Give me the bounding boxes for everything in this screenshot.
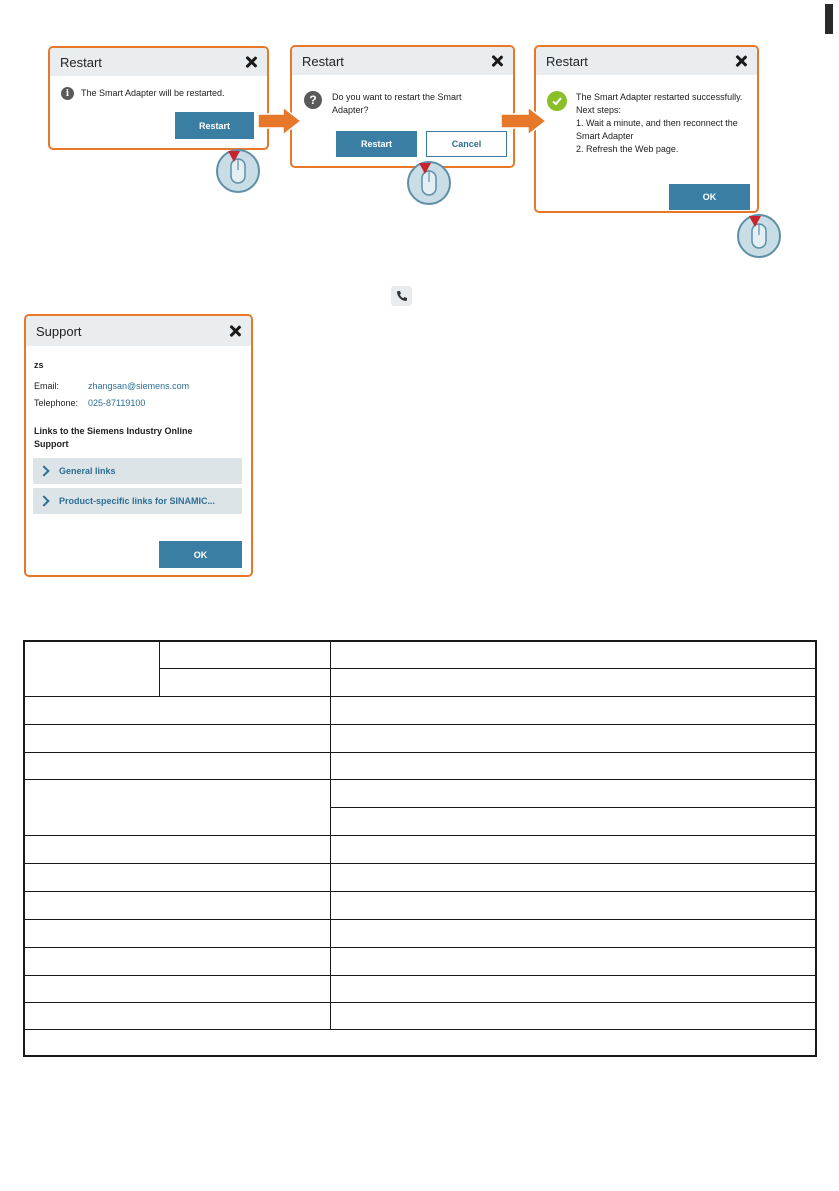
- close-icon[interactable]: [245, 56, 257, 68]
- mouse-click-icon: [213, 148, 263, 194]
- mouse-click-icon: [404, 160, 454, 206]
- chevron-right-icon: [38, 495, 49, 506]
- restart-dialog-1: [48, 46, 269, 150]
- link-label: General links: [59, 466, 116, 476]
- product-links-item[interactable]: [33, 488, 242, 514]
- close-icon[interactable]: [735, 55, 747, 67]
- checkmark-icon: [547, 91, 567, 111]
- dialog-title: Support: [36, 323, 82, 339]
- general-links-item[interactable]: [33, 458, 242, 484]
- ok-button[interactable]: OK: [669, 184, 750, 210]
- dialog-header: [292, 47, 513, 75]
- email-link[interactable]: zhangsan@siemens.com: [88, 381, 190, 391]
- chevron-right-icon: [38, 465, 49, 476]
- table-row-divider: [25, 975, 815, 976]
- table-row-divider: [25, 1029, 815, 1030]
- phone-link[interactable]: 025-87119100: [88, 398, 146, 408]
- question-icon: ?: [304, 91, 322, 109]
- table-row-divider: [160, 668, 815, 669]
- restart-dialog-2: [290, 45, 515, 168]
- table-row-divider: [25, 724, 815, 725]
- dialog-header: [50, 48, 267, 76]
- message-line: 2. Refresh the Web page.: [576, 144, 679, 154]
- support-dialog: [24, 314, 253, 577]
- table-col-divider: [330, 642, 331, 1030]
- ok-button[interactable]: OK: [159, 541, 242, 568]
- dialog-header: [536, 47, 757, 75]
- table-row-divider: [25, 919, 815, 920]
- dialog-title: Restart: [60, 54, 102, 70]
- dialog-header: [26, 316, 251, 346]
- message-line: Next steps:: [576, 105, 622, 115]
- restart-button[interactable]: Restart: [175, 112, 254, 139]
- links-heading: Links to the Siemens Industry Online Support: [34, 426, 193, 449]
- table-row-divider: [25, 863, 815, 864]
- table-row-divider: [25, 696, 815, 697]
- dialog-message: Do you want to restart the Smart Adapter?: [332, 92, 462, 115]
- arrow-right-icon: [500, 106, 548, 136]
- empty-table: [23, 640, 817, 1057]
- table-row-divider: [25, 835, 815, 836]
- cancel-button[interactable]: Cancel: [426, 131, 507, 157]
- dialog-title: Restart: [546, 53, 588, 69]
- table-row-divider: [330, 807, 815, 808]
- link-label: Product-specific links for SINAMIC...: [59, 496, 216, 506]
- dialog-title: Restart: [302, 53, 344, 69]
- contact-name: zs: [34, 360, 44, 370]
- table-col-divider: [159, 642, 160, 697]
- email-label: Email:: [34, 381, 60, 391]
- arrow-right-icon: [257, 106, 303, 136]
- dialog-message: The Smart Adapter will be restarted.: [81, 88, 225, 98]
- close-icon[interactable]: [491, 55, 503, 67]
- table-row-divider: [25, 779, 815, 780]
- message-line: The Smart Adapter restarted successfully.: [576, 92, 743, 102]
- page-edge-bar: [825, 4, 833, 34]
- table-row-divider: [25, 891, 815, 892]
- phone-icon[interactable]: [391, 286, 412, 306]
- table-row-divider: [25, 752, 815, 753]
- success-message: [576, 91, 754, 156]
- table-row-divider: [25, 1002, 815, 1003]
- info-icon: i: [61, 87, 74, 100]
- restart-button[interactable]: Restart: [336, 131, 417, 157]
- restart-dialog-3: [534, 45, 759, 213]
- close-icon[interactable]: [229, 325, 241, 337]
- table-row-divider: [25, 947, 815, 948]
- message-line: 1. Wait a minute, and then reconnect the Smart Adapter: [576, 118, 738, 141]
- phone-label: Telephone:: [34, 398, 79, 408]
- mouse-click-icon: [734, 213, 784, 259]
